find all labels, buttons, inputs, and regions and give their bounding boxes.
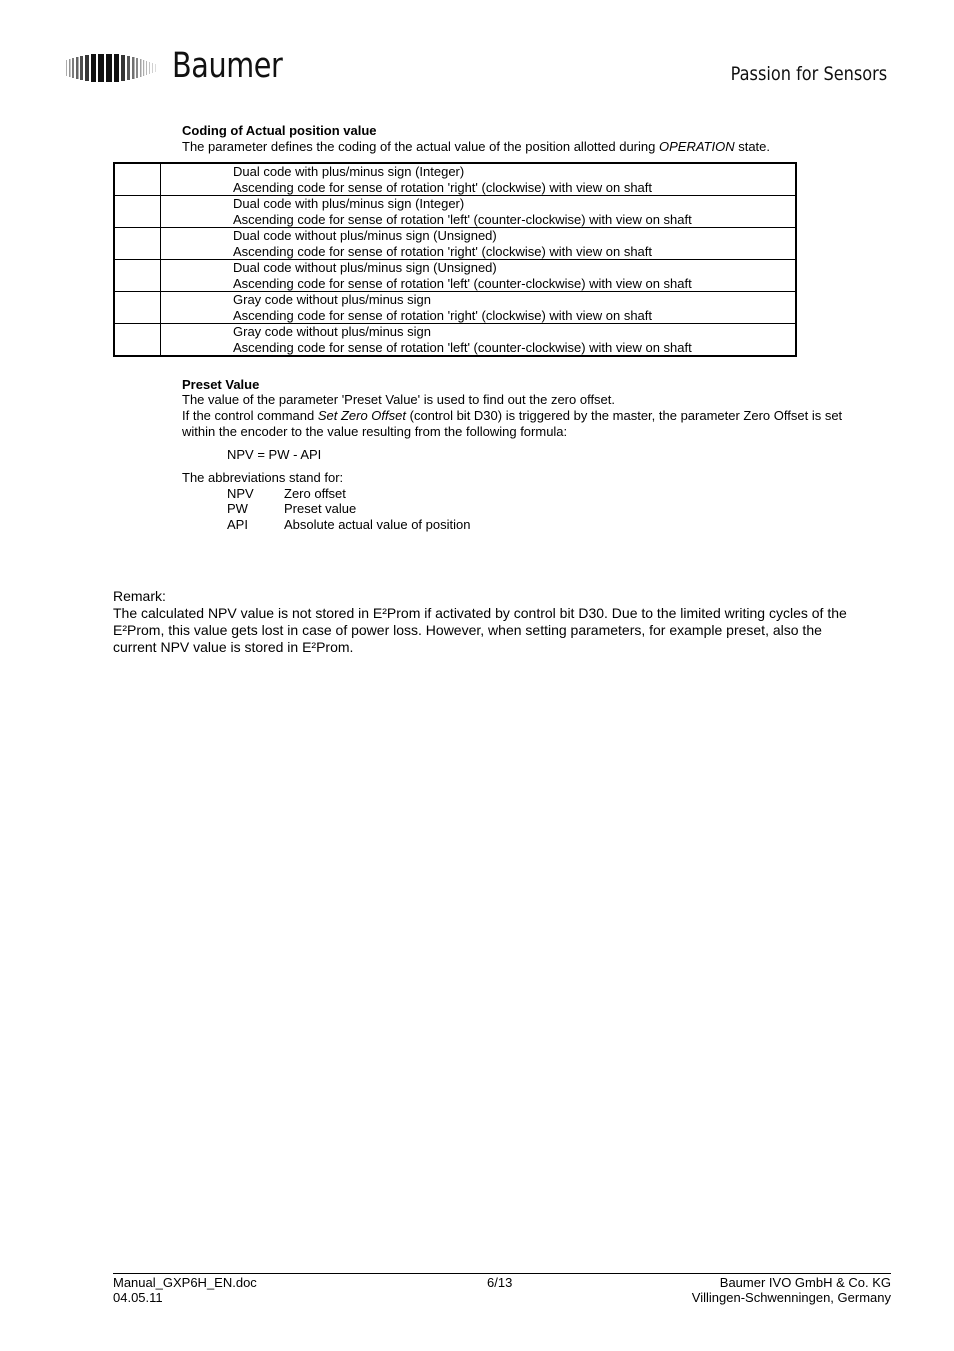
coding-description-line-1: Dual code without plus/minus sign (Unsigned) bbox=[233, 228, 497, 243]
remark-line-3: current NPV value is stored in E²Prom. bbox=[113, 639, 354, 655]
coding-description-cell bbox=[161, 228, 797, 260]
preset-command-emphasis: Set Zero Offset bbox=[317, 408, 406, 423]
footer-date: 04.05.11 bbox=[113, 1290, 163, 1305]
tagline: Passion for Sensors bbox=[730, 63, 887, 85]
coding-description-line-2: Ascending code for sense of rotation 'left' (counter-clockwise) with view on shaft bbox=[233, 339, 692, 355]
abbr-key: NPV bbox=[227, 486, 254, 501]
remark-line-2: E²Prom, this value gets lost in case of power loss. However, when setting parameters, for example preset, also the bbox=[113, 622, 822, 638]
footer-page-number: 6/13 bbox=[487, 1275, 513, 1290]
coding-description-line-1: Gray code without plus/minus sign bbox=[233, 324, 431, 339]
abbr-value: Preset value bbox=[284, 501, 357, 516]
coding-intro-emphasis: OPERATION bbox=[658, 139, 735, 154]
abbr-value: Absolute actual value of position bbox=[284, 517, 471, 532]
coding-table-row bbox=[114, 228, 796, 260]
coding-description-cell bbox=[161, 324, 797, 357]
coding-code-cell bbox=[114, 228, 161, 260]
footer-company: Baumer IVO GmbH & Co. KG bbox=[719, 1275, 891, 1290]
preset-line-2-text: If the control command bbox=[182, 408, 318, 423]
coding-description-line-2: Ascending code for sense of rotation 'left' (counter-clockwise) with view on shaft bbox=[233, 275, 692, 291]
coding-description-line-1: Dual code with plus/minus sign (Integer) bbox=[233, 164, 465, 179]
coding-intro-text: The parameter defines the coding of the actual value of the position allotted during bbox=[182, 139, 659, 154]
preset-line-2 bbox=[182, 408, 842, 424]
remark-label: Remark: bbox=[113, 588, 166, 604]
coding-code-cell bbox=[114, 196, 161, 228]
footer-doc-name: Manual_GXP6H_EN.doc bbox=[113, 1275, 257, 1290]
baumer-logo-icon bbox=[66, 54, 158, 82]
coding-code-cell bbox=[114, 260, 161, 292]
coding-table bbox=[113, 162, 797, 357]
coding-description-cell bbox=[161, 292, 797, 324]
abbr-row bbox=[227, 501, 356, 517]
abbr-value: Zero offset bbox=[284, 486, 346, 501]
coding-table-row bbox=[114, 292, 796, 324]
coding-table-row bbox=[114, 324, 796, 357]
abbr-key: API bbox=[227, 517, 248, 532]
footer-location: Villingen-Schwenningen, Germany bbox=[691, 1290, 891, 1305]
coding-code-cell bbox=[114, 292, 161, 324]
coding-description-line-1: Dual code without plus/minus sign (Unsigned) bbox=[233, 260, 497, 275]
coding-title: Coding of Actual position value bbox=[182, 123, 377, 138]
preset-line-2-text-end: (control bit D30) is triggered by the master, the parameter Zero Offset is set bbox=[406, 408, 843, 423]
preset-line-1: The value of the parameter 'Preset Value' is used to find out the zero offset. bbox=[182, 392, 616, 407]
formula: NPV = PW - API bbox=[227, 447, 322, 462]
coding-description-line-2: Ascending code for sense of rotation 'left' (counter-clockwise) with view on shaft bbox=[233, 211, 692, 227]
preset-line-3: within the encoder to the value resulting from the following formula: bbox=[182, 424, 568, 439]
abbr-intro: The abbreviations stand for: bbox=[182, 470, 344, 485]
coding-description-line-2: Ascending code for sense of rotation 'right' (clockwise) with view on shaft bbox=[233, 307, 652, 323]
coding-code-cell bbox=[114, 324, 161, 357]
abbr-key: PW bbox=[227, 501, 248, 516]
abbr-row bbox=[227, 517, 470, 533]
coding-description-line-2: Ascending code for sense of rotation 'right' (clockwise) with view on shaft bbox=[233, 243, 652, 259]
coding-code-cell bbox=[114, 163, 161, 196]
coding-description-cell bbox=[161, 163, 797, 196]
coding-intro bbox=[182, 139, 770, 155]
brand-name: Baumer bbox=[172, 46, 283, 86]
remark-line-1: The calculated NPV value is not stored in E²Prom if activated by control bit D30. Due to the limited writing cycles of the bbox=[113, 605, 847, 621]
coding-intro-text-end: state. bbox=[734, 139, 771, 154]
coding-description-cell bbox=[161, 260, 797, 292]
abbr-row bbox=[227, 486, 346, 502]
footer-divider bbox=[113, 1273, 891, 1274]
coding-description-line-1: Dual code with plus/minus sign (Integer) bbox=[233, 196, 465, 211]
coding-table-row bbox=[114, 163, 796, 196]
coding-description-line-2: Ascending code for sense of rotation 'right' (clockwise) with view on shaft bbox=[233, 179, 652, 195]
preset-title: Preset Value bbox=[182, 377, 260, 392]
coding-table-row bbox=[114, 196, 796, 228]
coding-description-cell bbox=[161, 196, 797, 228]
coding-description-line-1: Gray code without plus/minus sign bbox=[233, 292, 431, 307]
coding-table-row bbox=[114, 260, 796, 292]
